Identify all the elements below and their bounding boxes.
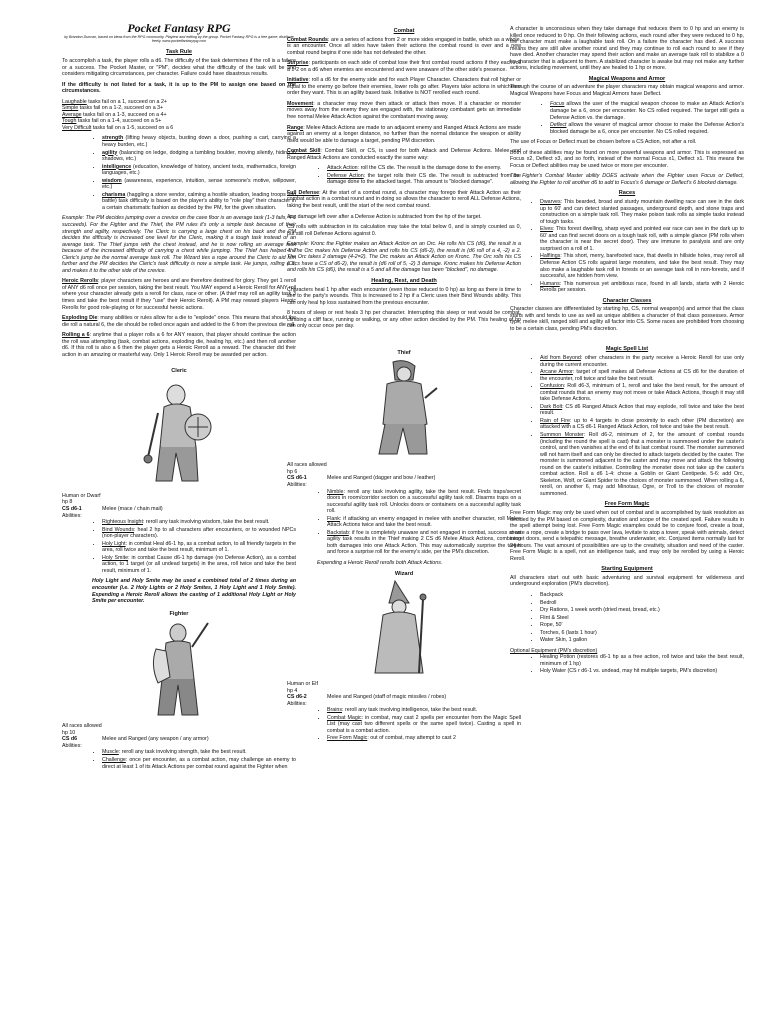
cleric-label: Cleric [171, 368, 187, 375]
fighter-combat-master-text: The Fighter's Combat Master ability DOES activate when the Fighter uses Focus or Deflect, allowing the Fighter to roll another d6 to add to Focus's 6 damage or Deflect's 6 blocked damage. [510, 173, 744, 186]
thief-label: Thief [397, 349, 411, 356]
race-item: • Elves: This forest dwelling, sharp eyed and pointed ear race can see in the dark up to 60' and can find secret doors on a tough task roll, with a simple glance (PM rolls when the character is near the secret door). They are immune to paralysis and are only surprised on a roll of 1. [540, 226, 744, 252]
wizard-hp: hp 4 [287, 687, 298, 694]
equipment-item: • Dry Rations, 1 week worth (dried meat, bread, etc.) [540, 607, 744, 614]
equipment-item: • Bedroll [540, 600, 744, 607]
healing-text-2: 8 hours of sleep or rest heals 3 hp per character. Interrupting this sleep or rest would be combat, climbing a cliff face, running or walking, or any other action decided by the PM. This healing of hp can only occur once per day. [287, 310, 521, 330]
classes-text: Character classes are differentiated by starting hp, CS, normal weapon(s) and armor that the class starts with and tends to use as well as unique abilities a character of that class possesses. Armor type, melee skill, ranged skill and agility all factor into CS. Some races are prohibited from choosing to be a certain class, pending PM's discretion. [510, 306, 744, 332]
equipment-item: • Flint & Steel [540, 615, 744, 622]
spell-item: • Arcane Armor: target of spell makes all Defense Actions at CS d6 for the duration of the encounter, roll twice and take the best result. [540, 369, 744, 382]
ability-item: • Bind Wounds: heal 2 hp to all characters after encounters, or to wounded NPCs (non-player characters). [102, 527, 296, 540]
equipment-item: • Backpack [540, 592, 744, 599]
skill-item: • charisma (haggling a store vendor, calming a hostile situation, leading troops into battle) task difficulty is based on the player's ability to "role play" their character in a certain charismatic fashion as decided by the PM, for the given situation. [102, 192, 296, 212]
skill-item: • intelligence (education, knowledge of history, ancient texts, mathematics, foreign languages, etc.) [102, 164, 296, 177]
exploding-die-text: Exploding Die: many abilities or rules allow for a die to "explode" once. This means that should the die roll a natural 6, the die should be rolled once again and added to the 6 from the previous die roll. [62, 315, 296, 328]
surprise-text: Surprise: participants on each side of combat lose their first combat round actions if they each roll a 1-2 on a d6 when enemies are encountered and were unaware of the other side's presence. [287, 60, 521, 73]
thief-figure-icon [367, 358, 441, 458]
skill-item: • strength (lifting heavy objects, busting down a door, pushing a cart, carrying a heavy burden, etc.) [102, 135, 296, 148]
unconscious-text: A character is unconscious when they take damage that reduces them to 0 hp and an enemy is killed once reduced to 0 hp. On their following actions, each round after they were reduced to 0 hp, the character must make a laughable task roll. On a failure the character has died. A success means they are still alive another round and they may continue to roll each round to see if they have died. Another character may spend their action and make an average task roll to stabilize a 0 hp character that is adjacent to them. A stabilized character is awake but may not make any further actions, including movement, until they are healed to 1 hp or more. [510, 26, 744, 72]
column-2 [287, 26, 521, 746]
leftover-damage-text: Any damage left over after a Defense Action is subtracted from the hp of the target. [287, 213, 482, 220]
race-item: • Halflings: This short, merry, barefooted race, that dwells in hillside holes, may reroll all Defense Action CS rolls against large monsters, and take the best result. They may also make a laughable task roll in forests or an average task roll in non-forests, and if successful, are hidden from view. [540, 253, 744, 279]
starting-equipment-heading: Starting Equipment [601, 566, 653, 573]
spell-item: • Aid from Beyond: other characters in the party receive a Heroic Reroll for use only during the current encounter. [540, 355, 744, 368]
ability-item: • Challenge: once per encounter, as a combat action, may challenge an enemy to direct at least 1 of its Attack Actions per combat round against the Fighter when [102, 757, 296, 770]
cleric-figure-icon [140, 377, 218, 489]
combat-skill-text: Combat Skill: Combat Skill, or CS, is used for both Attack and Defense Actions. Melee and Ranged Attack Actions are conducted exactly the same way: [287, 148, 521, 161]
difficulty-list [62, 99, 296, 132]
fighter-figure-icon [144, 619, 214, 719]
heroic-rerolls-text: Heroic Rerolls: player characters are heroes and are therefore destined for glory. They get 1 reroll of ANY d6 roll once per session, taking the best result. You MAY expend a Heroic Reroll for ANY roll where your character already gets a reroll for class, race or other. (A thief may roll an agility task 3 times and take the best result if they "use" their Heroic Reroll). A PM may reward players Heroic Rerolls for good role-playing or for successful heroic actions. [62, 278, 296, 311]
difficulty-item: Average tasks fail on a 1-3, succeed on a 4+ [62, 111, 167, 118]
spell-list [510, 355, 744, 497]
ability-item: • Free Form Magic: out of combat, may attempt to cast 2 [327, 735, 521, 742]
combat-skill-list [287, 165, 521, 186]
spell-item: • Summon Monster: Roll d6-2, minimum of 2, for the amount of combat rounds (including the round the spell is cast) that a monster is summoned under the caster's control, and then vanishes at the end of its last combat round. The monster summoned will not harm itself and can only be directed to attack targets decided by the caster. The monster is summoned adjacent to the caster and may move and attack the following round on the caster's initiative. Controlling the monster does not take up the caster's combat action. Roll a d6 1-4: chose a Goblin or Giant Centipede. 5-6: add Orc, Skeleton, Wolf, or Giant Spider to the choices of monster summoned. When rolling a 6, reroll, on another 6, may add Minotaur, Ogre, or Troll to the choices of monster summoned. [540, 432, 744, 497]
movement-text: Movement: a character may move then attack or attack then move. If a character or monster moves away from the enemy they are engaged with, the stationary combatant gets an immediate free normal Melee Attack Action against the combatant moving away. [287, 100, 521, 121]
fighter-cs: CS d6 Melee and Ranged (any weapon / any armor) [62, 736, 209, 743]
combat-heading: Combat [393, 28, 415, 34]
fighter-hp: hp 10 [62, 729, 76, 736]
not-listed-text: If the difficulty is not listed for a task, it is up to the PM to assign one based on the circumstances. [62, 81, 296, 95]
ability-item: • Muscle: reroll any task involving strength, take the best result. [102, 749, 296, 756]
cs-item: • Attack Action: roll the CS die. The result is the damage done to the enemy. [327, 165, 521, 172]
equipment-item: • Water Skin, 1 gallon [540, 637, 744, 644]
fighter-race: All races allowed [62, 723, 102, 730]
fighter-abilities-label: Abilities: [62, 742, 82, 749]
races-list [510, 199, 744, 294]
ability-item: • Flank: if attacking an enemy engaged in melee with another character, roll Melee Attack Actions twice and take the best result. [327, 516, 521, 529]
spell-item: • Dark Bolt: CS d6 Ranged Attack Action that may explode, roll twice and take the best result. [540, 404, 744, 417]
skill-list [62, 135, 296, 211]
cleric-cs: CS d6-1 Melee (mace / chain mail) [62, 506, 163, 513]
difficulty-item: Tough tasks fail on a 1-4, succeed on a 5+ [62, 118, 162, 125]
ability-item: • Backstab: if foe is completely unaware and not engaged in combat, success at an agility task results in the Thief making 2 CS d6 Melee Attack Actions, combining both damages into one Attack Action. This may automatically surprise the target and force a surprise roll for the enemy's side, per the PM's discretion. [327, 530, 521, 556]
cleric-note: Holy Light and Holy Smite may be used a combined total of 2 times during an encounter (i.e. 2 Holy Lights or 2 Holy Smites, 1 Holy Light and 1 Holy Smite). Expending a Heroic Reroll allows the casting of 1 additional Holy Light or Holy Smite per encounter. [92, 578, 296, 605]
magic-item: • Deflect allows the wearer of magical armor choose to make the Defense Action's blocked damage be a 6, once per encounter. No CS rolled required. [550, 122, 744, 135]
cs-item: • Defense Action: the target rolls their CS die. The result is subtracted from the damage done to the attacked target. This amount is "blocked damage". [327, 173, 521, 186]
classes-heading: Character Classes [602, 297, 652, 304]
equipment-item: • Torches, 6 (lasts 1 hour) [540, 630, 744, 637]
ability-item: • Holy Light: in combat Heal d6-1 hp, as a combat action, to all friendly targets in the area, roll twice and take the best result, minimum of 1. [102, 541, 296, 554]
use-focus-text: The use of Focus or Deflect must be chosen before a CS Action, not after a roll. [510, 139, 697, 146]
thief-hp: hp 6 [287, 468, 298, 475]
starting-equipment-text: All characters start out with basic adventuring and survival equipment for wilderness and underground exploration (PM's discretion). [510, 574, 744, 588]
magic-item: • Focus allows the user of the magical weapon choose to make an Attack Action's damage be a 6, once per encounter. No CS rolled required. The target still gets a Defense Action vs. the damage. [550, 101, 744, 121]
both-abilities-text: Both of these abilities may be found on more powerful weapons and armor. This is expressed as Focus x2, Deflect x3, and so forth, instead of the normal Focus x1, Deflect x1. This means the Focus or Deflect abilities may be used twice or more per encounter. [510, 149, 744, 169]
free-form-magic-text: Free Form Magic may only be used when out of combat and is accomplished by task resolution as decided by the PM based on complexity, duration and scope of the created spell. Failure results in the spell attempt being lost. Free Form Magic examples could be to conjure food, create a boat, create a rope, create a bridge to pass over lava, levitate to atop a tower, speak with animals, detect secret doors, send a telepathic message, breathe underwater, etc. Conjured items normally last for 24 hours. The vast amount of possibilities are up to the creativity, situation and need of the caster. Free Form Magic is a spell, not an intelligence task, and may only be rerolled by using a Heroic Reroll. [510, 510, 744, 562]
spell-item: • Rain of Fire: up to 4 targets in close proximity to each other (PM discretion) are attacked with a CS d6-1 Ranged Attack Action, roll twice and take the best result. [540, 418, 744, 431]
optional-item: • Holy Water (CS r d6-1 vs. undead, may hit multiple targets, PM's discretion) [540, 668, 744, 675]
optional-equipment-list [510, 654, 744, 675]
task-rule-heading: Task Rule [165, 49, 192, 56]
ability-item: • Holy Smite: in combat Cause d6-1 hp damage (no Defense Action), as a combat action, to 1 target (or all undead targets) in the area, roll twice and take the best result, minimum of 1. [102, 555, 296, 575]
optional-item: • Healing Potion (restores d6-1 hp as a free action, roll twice and take the best result, minimum of 1 hp) [540, 654, 744, 667]
document-title: Pocket Fantasy RPG [127, 21, 231, 35]
cleric-hp: hp 8 [62, 499, 73, 506]
wizard-figure-icon [365, 579, 443, 677]
wizard-race: Human or Elf [287, 681, 318, 688]
task-example: Example: The PM decides jumping over a crevice on the cave floor is an average task (1-3 fails, 4-6 succeeds). For the Fighter and the Thief, the PM rules it's only a simple task because of their strength and agility, respectively. The Cleric is carrying a large chest on his back and the PM decides the difficulty is increased one level for the Cleric, making it a tough task instead of an average task. The Thief jumps with the chest instead, and he is now rolling an average task because of the increased difficulty of carrying a chest while jumping. The Thief has helped the Cleric's jump be the normal average task roll. The Wizard ties a rope around the Cleric to aid him further and the PM decides the Cleric's task difficulty is now a simple task. He jumps, rolling a 3, and makes it to the other side of the crevice. [62, 215, 296, 274]
healing-text-1: Characters heal 1 hp after each encounter (even those reduced to 0 hp) as long as there is time to see to the party's wounds. This is increased to 2 hp if a Cleric uses their Bind Wounds ability. This can only heal hp loss sustained from the previous encounter. [287, 286, 521, 306]
combat-rounds-text: Combat Rounds: are a series of actions from 2 or more sides engaged in battle, which as a whole, is an encounter. Once all sides have taken their actions the combat round is over and a new combat round begins if one side has not defeated the other. [287, 36, 521, 56]
cleric-abilities [62, 519, 296, 574]
combat-example: Example: Kronc the Fighter makes an Attack Action on an Orc. He rolls his CS (d6), the result is a 4. The Orc makes his Defense Action and rolls his CS (d6-2), the result is (d6 roll of a 4, -2) a 2. The Orc takes 2 damage (4-2=2). The Orc makes an Attack Action on Kronc. The Orc rolls his CS (Orcs have a CS of d6-2), the result is (d6 roll of 5, -2) 3 damage. Kronc makes his Defense Action and rolls his CS (d6), the result is a 5 and all the damage has been "blocked", no damage. [287, 241, 521, 274]
fighter-label: Fighter [169, 610, 189, 617]
difficulty-item: Simple tasks fail on a 1-2, succeed on a 3+ [62, 105, 164, 112]
spell-list-heading: Magic Spell List [605, 346, 649, 353]
magic-weapons-text: Through the course of an adventure the player characters may obtain magical weapons and armor. Magical Weapons have Focus and Magical Armors have Deflect. [510, 84, 744, 97]
thief-cs: CS d6-1 Melee and Ranged (dagger and bow / leather) [287, 475, 436, 482]
column-3 [510, 26, 744, 679]
cleric-race: Human or Dwarf [62, 492, 101, 499]
thief-race: All races allowed [287, 462, 327, 469]
column-1 [62, 21, 297, 774]
thief-abilities [287, 489, 521, 556]
races-heading: Races [618, 190, 636, 197]
full-defense-text: Full Defense: At the start of a combat round, a character may forego their Attack Action as their combat action in a combat round and in doing so allows the character to reroll ALL Defense Actions, taking the best result, until the start of the next combat round. [287, 189, 521, 210]
cs-rolls-text: CS rolls with subtraction in its calculation may take the total below 0, and is simply counted as 0, but still roll Defense Actions against 0. [287, 224, 521, 237]
initiative-text: Initiative: roll a d6 for the enemy side and for each Player Character. Characters that roll higher or equal to the enemy go before their enemies, lower rolls go after. Players take actions in whichever order they want. This is an agility based task. Initiative is NOT rerolled each round. [287, 77, 521, 97]
free-form-magic-heading: Free Form Magic [604, 501, 650, 508]
wizard-cs: CS d6-2 Melee and Ranged (staff of magic missiles / robes) [287, 694, 447, 701]
equipment-list [510, 592, 744, 644]
task-rule-text: To accomplish a task, the player rolls a d6. The difficulty of the task determines if the roll is a failure or a success. The Pocket Master, or "PM", decides what the difficulty of the task will be and considers mitigating circumstances, per character. Failure could have disastrous results. [62, 57, 296, 78]
difficulty-item: Very Difficult tasks fail on a 1-5, succeed on a 6 [62, 124, 174, 131]
magic-list [510, 101, 744, 135]
thief-note: Expending a Heroic Reroll rerolls both Attack Actions. [317, 559, 443, 566]
credits: by Brandon Duncan, based on ideas from the RPG community. Playtest and editing by the group. Pocket Fantasy RPG is a free game; distribute freely. www.pocketfantasyrpg.com [64, 35, 294, 44]
race-item: • Humans: This numerous yet ambitious race, found in all lands, starts with 2 Heroic Rerolls per session. [540, 281, 744, 294]
spell-item: • Confusion: Roll d6-3, minimum of 1, reroll and take the best result, for the amount of combat rounds that an enemy may not move or take Attack Actions, though it may still take Defense Actions. [540, 383, 744, 403]
fighter-abilities [62, 749, 296, 770]
wizard-abilities-label: Abilities: [287, 700, 307, 707]
magic-weapons-heading: Magical Weapons and Armor [588, 75, 666, 82]
ability-item: • Brains: reroll any task involving intelligence, take the best result. [327, 707, 521, 714]
ability-item: • Combat Magic: in combat, may cast 2 spells per encounter from the Magic Spell List (may cast two different spells or the same spell twice). Casting a spell in combat is a combat action. [327, 715, 521, 735]
range-text: Range: Melee Attack Actions are made to an adjacent enemy and Ranged Attack Actions are made against an enemy at a longer distance, no further than the normal distance the weapon or ability used would be able to damage a target, pending PM discretion. [287, 124, 521, 144]
skill-item: • agility (balancing on ledge, dodging a tumbling boulder, moving silently, hiding in shadows, etc.) [102, 150, 296, 163]
ability-item: • Righteous Insight: reroll any task involving wisdom, take the best result. [102, 519, 296, 526]
difficulty-item: Laughable tasks fail on a 1, succeed on a 2+ [62, 98, 167, 105]
cleric-abilities-label: Abilities: [62, 512, 82, 519]
race-item: • Dwarves: This bearded, broad and sturdy mountain dwelling race can see in the dark up to 60' and can detect slanted passages, underground depth, and stone traps and construction on a simple task roll. They make poison task rolls as simple tasks instead of tough tasks. [540, 199, 744, 225]
skill-item: • wisdom (awareness, experience, intuition, sense someone's motive, willpower, etc.) [102, 178, 296, 191]
rolling-six-text: Rolling a 6: anytime that a player rolls a 6 for ANY reason, that player should continue the action the roll was attempting (task, combat actions, exploding die, healing hp, etc.) and then roll another d6. If this roll is also a 6 then the player gets a Heroic Reroll as a reward. The character did their action in an amazing or masterful way. Only 1 Heroic Reroll may be awarded per action. [62, 332, 296, 358]
optional-equipment-heading: Optional Equipment (PM's discretion) [510, 647, 598, 654]
ability-item: • Nimble: reroll any task involving agility, take the best result. Finds traps/secret doors in room/corridor section on a successful agility task roll. Disarms traps on a successful agility task roll. Unlocks doors or containers on a successful agility task roll. [327, 489, 521, 515]
thief-abilities-label: Abilities: [287, 481, 307, 488]
wizard-abilities [287, 707, 521, 742]
wizard-label: Wizard [394, 570, 414, 577]
equipment-item: • Rope, 50' [540, 622, 744, 629]
healing-heading: Healing, Rest, and Death [371, 277, 437, 284]
